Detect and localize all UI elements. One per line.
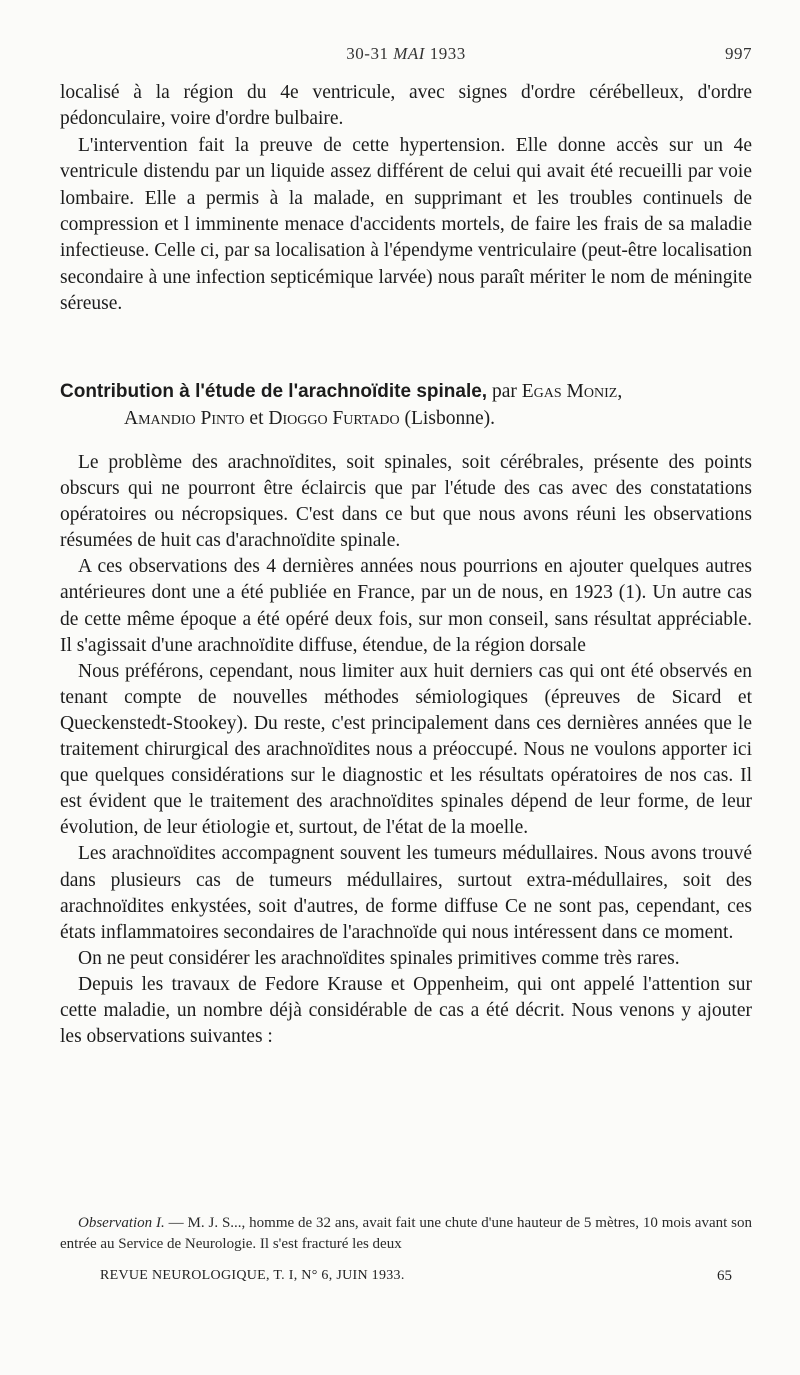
author-pinto: Amandio Pinto xyxy=(124,408,245,429)
author-moniz: Egas Moniz, xyxy=(521,381,623,402)
paragraph: L'intervention fait la preuve de cette hypertension. Elle donne accès sur un 4e ventricule distendu par un liquide assez différent de celui qui avait été recueilli par voie lombaire. Elle a permis à la malade, en supprimant et les troubles continuels de compression et l imminente menace d'accidents mortels, de faire les frais de sa maladie infectieuse. Celle ci, par sa localisation à l'épendyme ventriculaire (peut-être localisation secondaire à une infection septicémique larvée) nous paraît mériter le nom de méningite séreuse. xyxy=(60,134,752,315)
paragraph: Le problème des arachnoïdites, soit spinales, soit cérébrales, présente des points obscurs qui ne pourront être éclaircis que par l'étude des cas avec des constatations opératoires ou nécropsiques. C'est dans ce but que nous avons réuni les observations résumées de huit cas d'arachnoïdite spinale. xyxy=(60,452,752,552)
author-furtado: Dioggo Furtado xyxy=(268,408,400,429)
observation-label: Observation I. xyxy=(78,1215,165,1231)
authors-line xyxy=(60,405,752,432)
page-number: 997 xyxy=(725,44,752,63)
paragraph: Les arachnoïdites accompagnent souvent les tumeurs médullaires. Nous avons trouvé dans plusieurs cas de tumeurs médullaires, surtout extra-médullaires, soit des arachnoïdites enkystées, soit d'autres, de forme diffuse Ce ne sont pas, cependant, ces états inflammatoires secondaires de l'arachnoïde qui nous intéressent dans ce moment. xyxy=(60,843,752,943)
observation-paragraph xyxy=(60,1213,752,1255)
header-date: 30-31 MAI 1933 xyxy=(346,44,466,63)
and-word: et xyxy=(249,408,264,429)
continuation-text xyxy=(60,80,752,318)
by-word: par xyxy=(491,381,517,402)
article-title: Contribution à l'étude de l'arachnoïdite spinale, xyxy=(60,381,488,402)
paragraph: Depuis les travaux de Fedore Krause et Oppenheim, qui ont appelé l'attention sur cette maladie, un nombre déjà considérable de cas a été décrit. Nous venons y ajouter les observations suivantes : xyxy=(60,973,752,1048)
observation-text: — M. J. S..., homme de 32 ans, avait fait une chute d'une hauteur de 5 mètres, 10 mois avant son entrée au Service de Neurologie. Il s'est fracturé les deux xyxy=(60,1215,752,1252)
paragraph: A ces observations des 4 dernières années nous pourrions en ajouter quelques autres antérieures dont une a été publiée en France, par un de nous, en 1923 (1). Un autre cas de cette même époque a été opéré deux fois, sur mon conseil, sans résultat appréciable. Il s'agissait d'une arachnoïdite diffuse, étendue, de la région dorsale xyxy=(60,556,752,656)
paragraph: localisé à la région du 4e ventricule, avec signes d'ordre cérébelleux, d'ordre pédonculaire, voire d'ordre bulbaire. xyxy=(60,82,752,130)
paragraph: Nous préférons, cependant, nous limiter aux huit derniers cas qui ont été observés en tenant compte de nouvelles méthodes sémiologiques (épreuves de Sicard et Queckenstedt-Stookey). Du reste, c'est principalement dans ces dernières années que le traitement chirurgical des arachnoïdites nous a préoccupé. Nous ne voulons apporter ici que quelques considérations sur le diagnostic et les résultats opératoires de nos cas. Il est évident que le traitement des arachnoïdites spinales dépend de leur forme, de leur évolution, de leur étiologie et, surtout, de l'état de la moelle. xyxy=(60,660,752,839)
paragraph: On ne peut considérer les arachnoïdites spinales primitives comme très rares. xyxy=(78,947,680,969)
article-body xyxy=(60,450,752,1050)
article-heading xyxy=(60,378,752,432)
article-place: (Lisbonne). xyxy=(404,408,495,429)
journal-citation: REVUE NEUROLOGIQUE, T. I, N° 6, JUIN 1933. xyxy=(100,1268,405,1283)
sheet-number: 65 xyxy=(717,1268,732,1284)
